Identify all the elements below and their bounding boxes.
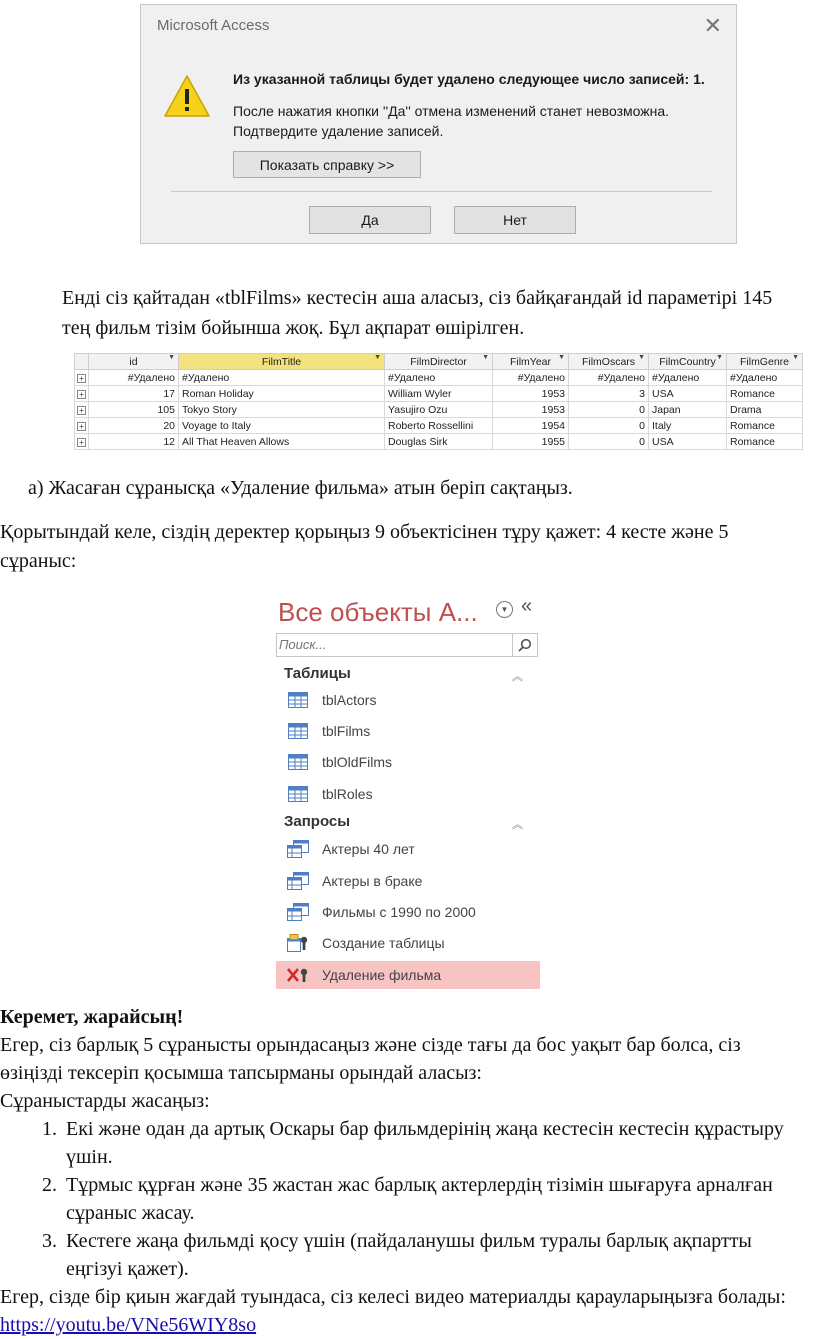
table-cell[interactable]: 0 [569, 434, 649, 450]
search-icon[interactable] [512, 634, 537, 656]
table-cell[interactable]: USA [649, 386, 727, 402]
table-cell[interactable]: 0 [569, 402, 649, 418]
yes-button[interactable]: Да [309, 206, 431, 234]
chevron-down-icon[interactable]: ▼ [496, 601, 513, 618]
dialog-title: Microsoft Access [157, 17, 270, 34]
dropdown-arrow-icon[interactable]: ▼ [168, 354, 175, 361]
nav-item-query-delete-film[interactable] [276, 961, 540, 989]
table-cell[interactable]: 1953 [493, 386, 569, 402]
video-link[interactable]: https://youtu.be/VNe56WIY8so [0, 1314, 257, 1336]
instruction-save-query: a) Жасаған сұранысқа «Удаление фильма» атын беріп сақтаңыз. [28, 477, 573, 499]
nav-item-label: Фильмы с 1990 по 2000 [322, 904, 476, 920]
nav-pane-title[interactable]: Все объекты А... [278, 597, 478, 627]
table-cell[interactable]: #Удалено [727, 370, 803, 386]
chevron-up-icon[interactable]: ︽ [512, 819, 523, 831]
tasks-list [0, 1115, 806, 1283]
nav-item-tblactors[interactable] [276, 686, 540, 714]
table-cell[interactable]: #Удалено [385, 370, 493, 386]
paragraph-films-reopen: Енді сіз қайтадан «tblFilms» кестесін аша аласыз, сіз байқағандай id параметірі 145 тең фильм тізім бойынша жоқ. Бұл ақпарат өшірілген. [62, 287, 773, 339]
dropdown-arrow-icon[interactable]: ▼ [638, 354, 645, 361]
expand-row-icon[interactable]: + [75, 370, 89, 386]
nav-search-box [276, 633, 538, 657]
table-row[interactable] [75, 370, 803, 386]
dropdown-arrow-icon[interactable]: ▼ [558, 354, 565, 361]
table-cell[interactable]: Italy [649, 418, 727, 434]
delete-confirm-dialog [140, 4, 737, 244]
table-cell[interactable]: 0 [569, 418, 649, 434]
nav-item-tblfilms[interactable] [276, 717, 540, 745]
nav-item-tbloldfilms[interactable] [276, 748, 540, 776]
table-cell[interactable]: Japan [649, 402, 727, 418]
table-cell[interactable]: #Удалено [493, 370, 569, 386]
expand-row-icon[interactable]: + [75, 434, 89, 450]
dialog-divider [171, 191, 712, 192]
column-header[interactable]: FilmGenre ▼ [727, 354, 803, 370]
group-header-tables[interactable]: Таблицы [284, 665, 351, 682]
column-header[interactable]: FilmYear ▼ [493, 354, 569, 370]
table-icon [286, 691, 310, 709]
close-icon[interactable]: ✕ [703, 13, 722, 38]
nav-item-label: tblFilms [322, 723, 371, 739]
nav-item-label: Удаление фильма [322, 967, 442, 983]
nav-item-label: Актеры 40 лет [322, 841, 415, 857]
table-cell[interactable]: 3 [569, 386, 649, 402]
nav-item-tblroles[interactable] [276, 780, 540, 808]
table-cell[interactable]: All That Heaven Allows [179, 434, 385, 450]
table-header-row [75, 354, 803, 370]
show-help-button[interactable]: Показать справку >> [233, 151, 421, 178]
extra-tasks-section [0, 1003, 806, 1339]
collapse-pane-icon[interactable]: « [521, 595, 533, 617]
column-header[interactable]: FilmTitle ▼ [179, 354, 385, 370]
table-cell[interactable]: Romance [727, 418, 803, 434]
make-table-query-icon [286, 934, 310, 952]
table-cell[interactable]: 1955 [493, 434, 569, 450]
table-row[interactable] [75, 434, 803, 450]
extra-tasks-intro: Егер, сіз барлық 5 сұранысты орындасаңыз және сізде тағы да бос уақыт бар болса, сіз өзіңізді тексеріп қосымша тапсырманы орындай аласыз: [0, 1034, 741, 1084]
paragraph-summary: Қорытындай келе, сіздің деректер қорыңыз 9 объектісінен тұру қажет: 4 кесте және 5 сұраныс: [0, 521, 729, 572]
list-item: 1. Екі және одан да артық Оскары бар фильмдерінің жаңа кестесін кестесін құрастыру үшін. [62, 1115, 806, 1171]
video-intro-text: Егер, сізде бір қиын жағдай туындаса, сіз келесі видео материалды қарауларыңызға болады: [0, 1286, 786, 1308]
table-row[interactable] [75, 386, 803, 402]
table-cell[interactable]: Roberto Rossellini [385, 418, 493, 434]
dialog-message-bold: Из указанной таблицы будет удалено следующее число записей: 1. [233, 71, 705, 87]
table-cell[interactable]: 105 [89, 402, 179, 418]
table-cell[interactable]: 17 [89, 386, 179, 402]
column-header[interactable]: FilmOscars ▼ [569, 354, 649, 370]
table-cell[interactable]: 20 [89, 418, 179, 434]
table-cell[interactable]: #Удалено [649, 370, 727, 386]
table-cell[interactable]: #Удалено [569, 370, 649, 386]
nav-item-label: tblOldFilms [322, 754, 393, 770]
select-query-icon [286, 840, 310, 858]
table-row[interactable] [75, 402, 803, 418]
nav-item-label: tblActors [322, 692, 377, 708]
navigation-pane [276, 593, 540, 991]
table-icon [286, 722, 310, 740]
table-icon [286, 753, 310, 771]
select-query-icon [286, 903, 310, 921]
table-cell[interactable]: Yasujiro Ozu [385, 402, 493, 418]
group-header-queries[interactable]: Запросы [284, 813, 351, 830]
nav-item-query-actors-married[interactable] [276, 867, 540, 895]
row-selector-header [75, 354, 89, 370]
search-input[interactable] [277, 634, 511, 655]
expand-row-icon[interactable]: + [75, 402, 89, 418]
table-cell[interactable]: 1953 [493, 402, 569, 418]
tasks-title: Сұраныстарды жасаңыз: [0, 1090, 210, 1112]
dialog-message: После нажатия кнопки ''Да'' отмена изменений станет невозможна. Подтвердите удаление записей. [233, 103, 670, 139]
table-icon [286, 785, 310, 803]
table-row[interactable] [75, 418, 803, 434]
dropdown-arrow-icon[interactable]: ▼ [482, 354, 489, 361]
dropdown-arrow-icon[interactable]: ▼ [716, 354, 723, 361]
table-cell[interactable]: 12 [89, 434, 179, 450]
nav-item-label: tblRoles [322, 786, 373, 802]
table-cell[interactable]: Douglas Sirk [385, 434, 493, 450]
table-cell[interactable]: William Wyler [385, 386, 493, 402]
select-query-icon [286, 872, 310, 890]
column-header[interactable]: FilmCountry ▼ [649, 354, 727, 370]
praise-heading: Керемет, жарайсың! [0, 1006, 184, 1028]
expand-row-icon[interactable]: + [75, 418, 89, 434]
nav-item-query-actors-40[interactable] [276, 835, 540, 863]
table-cell[interactable]: 1954 [493, 418, 569, 434]
list-item: 2. Тұрмыс құрған және 35 жастан жас барлық актерлердің тізімін шығаруға арналған сұраныс жасау. [62, 1171, 806, 1227]
delete-query-icon [286, 966, 310, 984]
films-datasheet [74, 353, 803, 450]
column-header[interactable]: FilmDirector ▼ [385, 354, 493, 370]
warning-icon [163, 73, 211, 119]
table-cell[interactable]: Romance [727, 386, 803, 402]
table-cell[interactable]: Voyage to Italy [179, 418, 385, 434]
table-cell[interactable]: #Удалено [179, 370, 385, 386]
table-cell[interactable]: Drama [727, 402, 803, 418]
dropdown-arrow-icon[interactable]: ▼ [374, 354, 381, 361]
table-cell[interactable]: #Удалено [89, 370, 179, 386]
list-item: 3. Кестеге жаңа фильмді қосу үшін (пайдаланушы фильм туралы барлық ақпартты еңгізуі қажет). [62, 1227, 806, 1283]
table-cell[interactable]: Roman Holiday [179, 386, 385, 402]
no-button[interactable]: Нет [454, 206, 576, 234]
table-cell[interactable]: USA [649, 434, 727, 450]
nav-item-label: Создание таблицы [322, 935, 445, 951]
expand-row-icon[interactable]: + [75, 386, 89, 402]
video-paragraph [0, 1283, 806, 1339]
nav-item-label: Актеры в браке [322, 873, 423, 889]
nav-item-query-films-1990-2000[interactable] [276, 898, 540, 926]
nav-item-query-make-table[interactable] [276, 929, 540, 957]
dropdown-arrow-icon[interactable]: ▼ [792, 354, 799, 361]
chevron-up-icon[interactable]: ︽ [512, 671, 523, 683]
column-header[interactable]: id ▼ [89, 354, 179, 370]
table-cell[interactable]: Romance [727, 434, 803, 450]
table-cell[interactable]: Tokyo Story [179, 402, 385, 418]
